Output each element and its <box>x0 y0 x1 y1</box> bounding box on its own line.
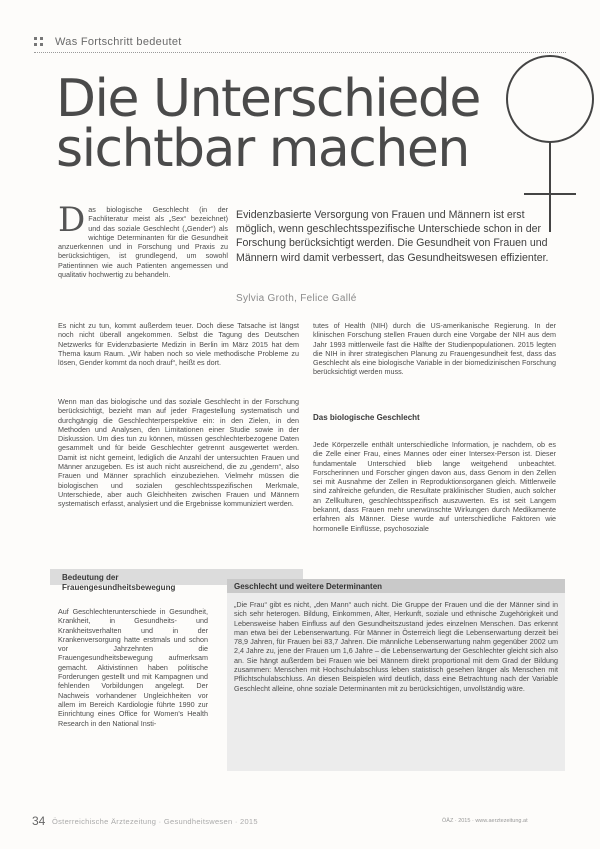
intro-paragraph-continued: Es nicht zu tun, kommt außerdem teuer. Doch diese Tatsache ist längst noch nicht überall angekommen. Selbst die Tagung des Deutschen Netzwerks für Evidenzbasierte Medizin in Berlin im März 2015 hat dem Thema kaum Raum. „Wir haben noch so viele methodische Probleme zu lösen, Gender kommt da noch drauf“, heißt es dort. <box>58 321 299 368</box>
article-title <box>56 69 496 179</box>
body-paragraph-4: Jede Körperzelle enthält unterschiedliche Information, je nachdem, ob es die Zelle einer Frau, eines Mannes oder einer Intersex-Person ist. Dieser fundamentale Unterschied blieb lange weitgehend unbeachtet. Forscherinnen und Forscher gingen davon aus, dass Genom in den Zellen sei mit Ausnahme der Zellen in Reproduktionsorganen gleich. Mittlerweile sind zahlreiche gefunden, die Resultate präklinischer Studien, auch solcher an Zellkulturen, geschlechtsspezifisch auszuwerten. Es ist seit Langem bekannt, dass Frauen mehr unerwünschte Wirkungen durch Medikamente erfahren als Männer. Diese wurde auf unterschiedliche Faktoren wie hormonelle Einflüsse, psychosoziale <box>313 440 556 533</box>
sidebar-heading: Bedeutung der Frauengesundheitsbewegung <box>62 573 176 592</box>
venus-symbol-icon <box>488 54 600 234</box>
section-label: Was Fortschritt bedeutet <box>55 36 182 48</box>
intro-paragraph: as biologische Geschlecht (in der Fachliteratur meist als „Sex“ bezeichnet) und das soziale Geschlecht („Gender“) als wichtige Determinanten für die Gesundheit anzuerkennen und in Forschung und Praxis zu berücksichtigen, ist grundlegend, um sowohl Patientinnen wie auch Patienten angemessen und qualitativ hochwertig zu behandeln. <box>58 205 228 280</box>
intro-column <box>58 200 228 280</box>
header-divider <box>34 52 566 53</box>
article-lead: Evidenzbasierte Versorgung von Frauen und Männern ist erst möglich, wenn geschlechtsspezifische Unterschiede schon in der Forschung berücksichtigt werden. Die Gesundheit von Frauen und Männern wird damit verbessert, das Gesundheitswesen effizienter. <box>236 209 549 264</box>
title-line-2: sichtbar machen <box>56 119 469 179</box>
header-dots-icon <box>34 37 44 47</box>
page-number: 34 <box>32 814 46 828</box>
footer-publication: Österreichische Ärztezeitung · Gesundheitswesen · 2015 <box>52 817 258 826</box>
title-line-1: Die Unterschiede <box>56 69 480 129</box>
body-paragraph-2: Wenn man das biologische und das soziale Geschlecht in der Forschung berücksichtigt, bezieht man auf jeder Fragestellung systematisch und durchgängig die Geschlechterperspektive ein: in den Zielen, in den Methoden und Analysen, den Limitationen einer Studie sowie in der Diskussion. Um dies tun zu können, müssen geschlechterbezogene Daten gesammelt und für beide Geschlechter getrennt ausgewertet werden. Damit ist nicht gemeint, lediglich die Anzahl der untersuchten Frauen und Männer anzugeben. Es ist auch nicht ausreichend, die zu „gendern“, also Frauen und Männer sprachlich einzubeziehen. Vielmehr müssen die biologischen und sozialen geschlechtsspezifischen Merkmale, Unterschiede, aber auch Gleichheiten zwischen Frauen und Männern systematisch erfasst, analysiert und die Ergebnisse kommuniziert werden. <box>58 397 299 509</box>
subheading-biological-sex: Das biologische Geschlecht <box>313 413 420 422</box>
sidebar-paragraph: Auf Geschlechterunterschiede in Gesundheit, Krankheit, in Gesundheits- und Krankheitsverhalten und in der Krankenversorgung hatte erstmals und schon vor Jahrzehnten die Frauengesundheitsbewegung aufmerksam gemacht. Aktivistinnen haben politische Forderungen gestellt und mit Kampagnen und fehlenden Vorbildungen angelegt. Der Nachweis vorhandener Ungleichheiten vor allem im Bereich Kardiologie führte 1990 zur Einrichtung eines Office for Women's Health Research in den National Insti- <box>58 607 208 728</box>
info-box-text: „Die Frau“ gibt es nicht, „den Mann“ auch nicht. Die Gruppe der Frauen und die der Männer sind in sich sehr heterogen. Bildung, Einkommen, Alter, Herkunft, soziale und ethnische Zugehörigkeit und Lebensweise haben Einfluss auf den Gesundheitszustand jedes einzelnen Menschen. Das erkennt man etwa bei der Lebenserwartung. Für Männer in Österreich liegt die Lebenserwartung derzeit bei 78,9 Jahren, für Frauen bei 83,7 Jahren. Die männliche Lebenserwartung nahm gegenüber 2002 um 2,4 Jahre zu, jene der Frauen um 1,6 Jahre – die Lebenserwartung der Geschlechter gleicht sich also an. Sie hängt außerdem bei Frauen wie bei Männern direkt proportional mit dem Grad der Bildung zusammen: Menschen mit Hochschulabschluss leben statistisch gesehen länger als Menschen mit Pflichtschulabschluss. An diesen Beispielen wird deutlich, dass eine Betrachtung nach der Variable Geschlecht alleine, ohne soziale Determinanten mit zu berücksichtigen, unvollständig wäre. <box>234 600 558 693</box>
info-box-title: Geschlecht und weitere Determinanten <box>234 582 383 591</box>
drop-cap: D <box>58 200 86 240</box>
footer-right: ÖÄZ · 2015 · www.aerztezeitung.at <box>442 818 528 824</box>
article-authors: Sylvia Groth, Felice Gallé <box>236 293 357 304</box>
body-paragraph-3: tutes of Health (NIH) durch die US-amerikanische Regierung. In der klinischen Forschung stellen Frauen durch eine Vorgabe der NIH aus dem Jahr 1993 mittlerweile fast die Hälfte der Studienpopulationen. 2015 legten die NIH in ihrer strategischen Planung zu Frauengesundheit fest, dass das Geschlecht als eine biologische Variable in der biomedizinischen Forschung berücksichtigt werden muss. <box>313 321 556 377</box>
